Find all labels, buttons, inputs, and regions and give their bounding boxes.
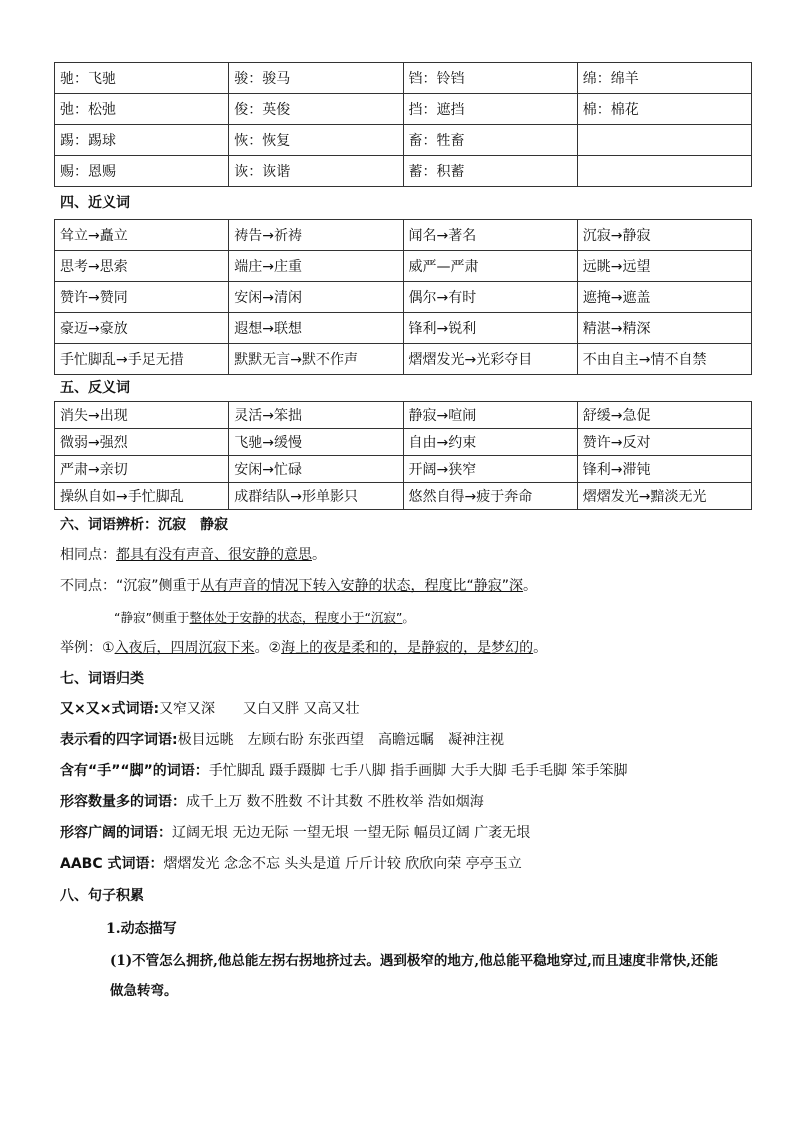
classification-label: AABC 式词语： <box>60 856 164 872</box>
table-cell: 微弱→强烈 <box>55 429 229 456</box>
section-word-analysis-title: 六、词语辨析：沉寂 静寂 <box>60 517 228 533</box>
document-page <box>54 62 752 1006</box>
similarity-line <box>54 540 752 571</box>
table-cell: 耸立→矗立 <box>55 220 229 251</box>
difference-text-1: 从有声音的情况下转入安静的状态，程度比“静寂”深 <box>200 578 524 594</box>
example-mid: 。② <box>254 640 282 656</box>
classification-label: 含有“手”“脚”的词语： <box>60 763 209 779</box>
table-cell: 锋利→锐利 <box>403 313 577 344</box>
table-cell: 熠熠发光→黯淡无光 <box>577 483 751 510</box>
table-cell: 操纵自如→手忙脚乱 <box>55 483 229 510</box>
synonym-row <box>55 313 752 344</box>
section-synonyms-title: 四、近义词 <box>60 195 130 211</box>
table-cell: 铛：铃铛 <box>403 63 577 94</box>
table-cell: 熠熠发光→光彩夺目 <box>403 344 577 375</box>
antonym-row <box>55 402 752 429</box>
antonym-row <box>55 483 752 510</box>
homophone-row <box>55 94 752 125</box>
antonym-row <box>55 456 752 483</box>
similarity-end: 。 <box>312 547 326 563</box>
homophone-row <box>55 156 752 187</box>
classification-label: 形容广阔的词语： <box>60 825 172 841</box>
difference-line-2 <box>54 602 752 633</box>
table-cell: 威严—严肃 <box>403 251 577 282</box>
example-1: 入夜后，四周沉寂下来 <box>114 640 255 656</box>
classification-row <box>54 756 752 787</box>
table-cell: 不由自主→情不自禁 <box>577 344 751 375</box>
example-line <box>54 633 752 664</box>
table-cell: 绵：绵羊 <box>577 63 751 94</box>
example-2: 海上的夜是柔和的，是静寂的，是梦幻的 <box>281 640 534 656</box>
sentence-paragraph <box>54 946 752 1006</box>
table-cell: 安闲→忙碌 <box>229 456 403 483</box>
table-cell: 端庄→庄重 <box>229 251 403 282</box>
table-cell: 踢：踢球 <box>55 125 229 156</box>
table-cell: 开阔→狭窄 <box>403 456 577 483</box>
table-cell: 自由→约束 <box>403 429 577 456</box>
table-cell: 棉：棉花 <box>577 94 751 125</box>
table-cell: 静寂→喧闹 <box>403 402 577 429</box>
classification-row <box>54 694 752 725</box>
table-cell: 弛：松弛 <box>55 94 229 125</box>
table-cell: 安闲→清闲 <box>229 282 403 313</box>
similarity-text: 都具有没有声音、很安静的意思 <box>116 547 312 563</box>
difference-text-2: 整体处于安静的状态，程度小于“沉寂” <box>189 610 403 625</box>
example-label: 举例：① <box>60 640 115 656</box>
table-cell: 默默无言→默不作声 <box>229 344 403 375</box>
table-cell <box>577 156 751 187</box>
section-sentences-title: 八、句子积累 <box>60 888 144 904</box>
table-cell: 遮掩→遮盖 <box>577 282 751 313</box>
classification-words: 辽阔无垠 无边无际 一望无垠 一望无际 幅员辽阔 广袤无垠 <box>172 825 531 841</box>
table-cell: 赐：恩赐 <box>55 156 229 187</box>
synonym-table <box>54 219 752 375</box>
classification-words: 手忙脚乱 蹑手蹑脚 七手八脚 指手画脚 大手大脚 毛手毛脚 笨手笨脚 <box>208 763 628 779</box>
section-classification-title: 七、词语归类 <box>60 671 144 687</box>
table-cell: 灵活→笨拙 <box>229 402 403 429</box>
paragraph-line-2: 做急转弯。 <box>110 983 178 999</box>
classification-row <box>54 849 752 880</box>
homophone-table <box>54 62 752 187</box>
table-cell: 赞许→反对 <box>577 429 751 456</box>
classification-row <box>54 818 752 849</box>
homophone-row <box>55 125 752 156</box>
table-cell: 蓄：积蓄 <box>403 156 577 187</box>
classification-row <box>54 787 752 818</box>
classification-words: 又窄又深 又白又胖 又高又壮 <box>159 701 360 717</box>
table-cell: 沉寂→静寂 <box>577 220 751 251</box>
table-cell: 挡：遮挡 <box>403 94 577 125</box>
table-cell: 赞许→赞同 <box>55 282 229 313</box>
table-cell: 偶尔→有时 <box>403 282 577 313</box>
difference-line-1 <box>54 571 752 602</box>
classification-words: 熠熠发光 念念不忘 头头是道 斤斤计较 欣欣向荣 亭亭玉立 <box>163 856 522 872</box>
table-cell: 精湛→精深 <box>577 313 751 344</box>
synonym-row <box>55 344 752 375</box>
table-cell: 豪迈→豪放 <box>55 313 229 344</box>
table-cell: 闻名→著名 <box>403 220 577 251</box>
table-cell: 俊：英俊 <box>229 94 403 125</box>
table-cell: 驰：飞驰 <box>55 63 229 94</box>
synonym-row <box>55 251 752 282</box>
homophone-row <box>55 63 752 94</box>
table-cell: 远眺→远望 <box>577 251 751 282</box>
classification-words: 成千上万 数不胜数 不计其数 不胜枚举 浩如烟海 <box>186 794 484 810</box>
table-cell: 成群结队→形单影只 <box>229 483 403 510</box>
synonym-row <box>55 220 752 251</box>
antonym-row <box>55 429 752 456</box>
classification-row <box>54 725 752 756</box>
example-end: 。 <box>533 640 548 656</box>
table-cell: 飞驰→缓慢 <box>229 429 403 456</box>
paragraph-line-1: (1)不管怎么拥挤,他总能左拐右拐地挤过去。遇到极窄的地方,他总能平稳地穿过,而且速度非常快,还能 <box>110 953 718 969</box>
classification-words: 极目远眺 左顾右盼 东张西望 高瞻远瞩 凝神注视 <box>177 732 505 748</box>
table-cell: 祷告→祈祷 <box>229 220 403 251</box>
difference-label-2: “静寂”侧重于 <box>114 610 190 625</box>
classification-label: 表示看的四字词语: <box>60 732 178 748</box>
table-cell: 手忙脚乱→手足无措 <box>55 344 229 375</box>
table-cell: 消失→出现 <box>55 402 229 429</box>
synonym-row <box>55 282 752 313</box>
subsection-dynamic-description: 1.动态描写 <box>106 921 177 937</box>
difference-end-2: 。 <box>402 610 415 625</box>
section-antonyms-title: 五、反义词 <box>60 380 130 396</box>
table-cell: 遐想→联想 <box>229 313 403 344</box>
difference-end-1: 。 <box>523 578 538 594</box>
similarity-label: 相同点： <box>60 547 116 563</box>
classification-label: 形容数量多的词语： <box>60 794 186 810</box>
table-cell: 骏：骏马 <box>229 63 403 94</box>
difference-label: 不同点：“沉寂”侧重于 <box>60 578 201 594</box>
table-cell: 悠然自得→疲于奔命 <box>403 483 577 510</box>
antonym-table <box>54 401 752 510</box>
classification-label: 又×又×式词语: <box>60 701 160 717</box>
table-cell: 诙：诙谐 <box>229 156 403 187</box>
table-cell: 舒缓→急促 <box>577 402 751 429</box>
table-cell <box>577 125 751 156</box>
table-cell: 恢：恢复 <box>229 125 403 156</box>
table-cell: 锋利→滞钝 <box>577 456 751 483</box>
table-cell: 畜：牲畜 <box>403 125 577 156</box>
table-cell: 严肃→亲切 <box>55 456 229 483</box>
table-cell: 思考→思索 <box>55 251 229 282</box>
classification-list <box>54 694 752 880</box>
